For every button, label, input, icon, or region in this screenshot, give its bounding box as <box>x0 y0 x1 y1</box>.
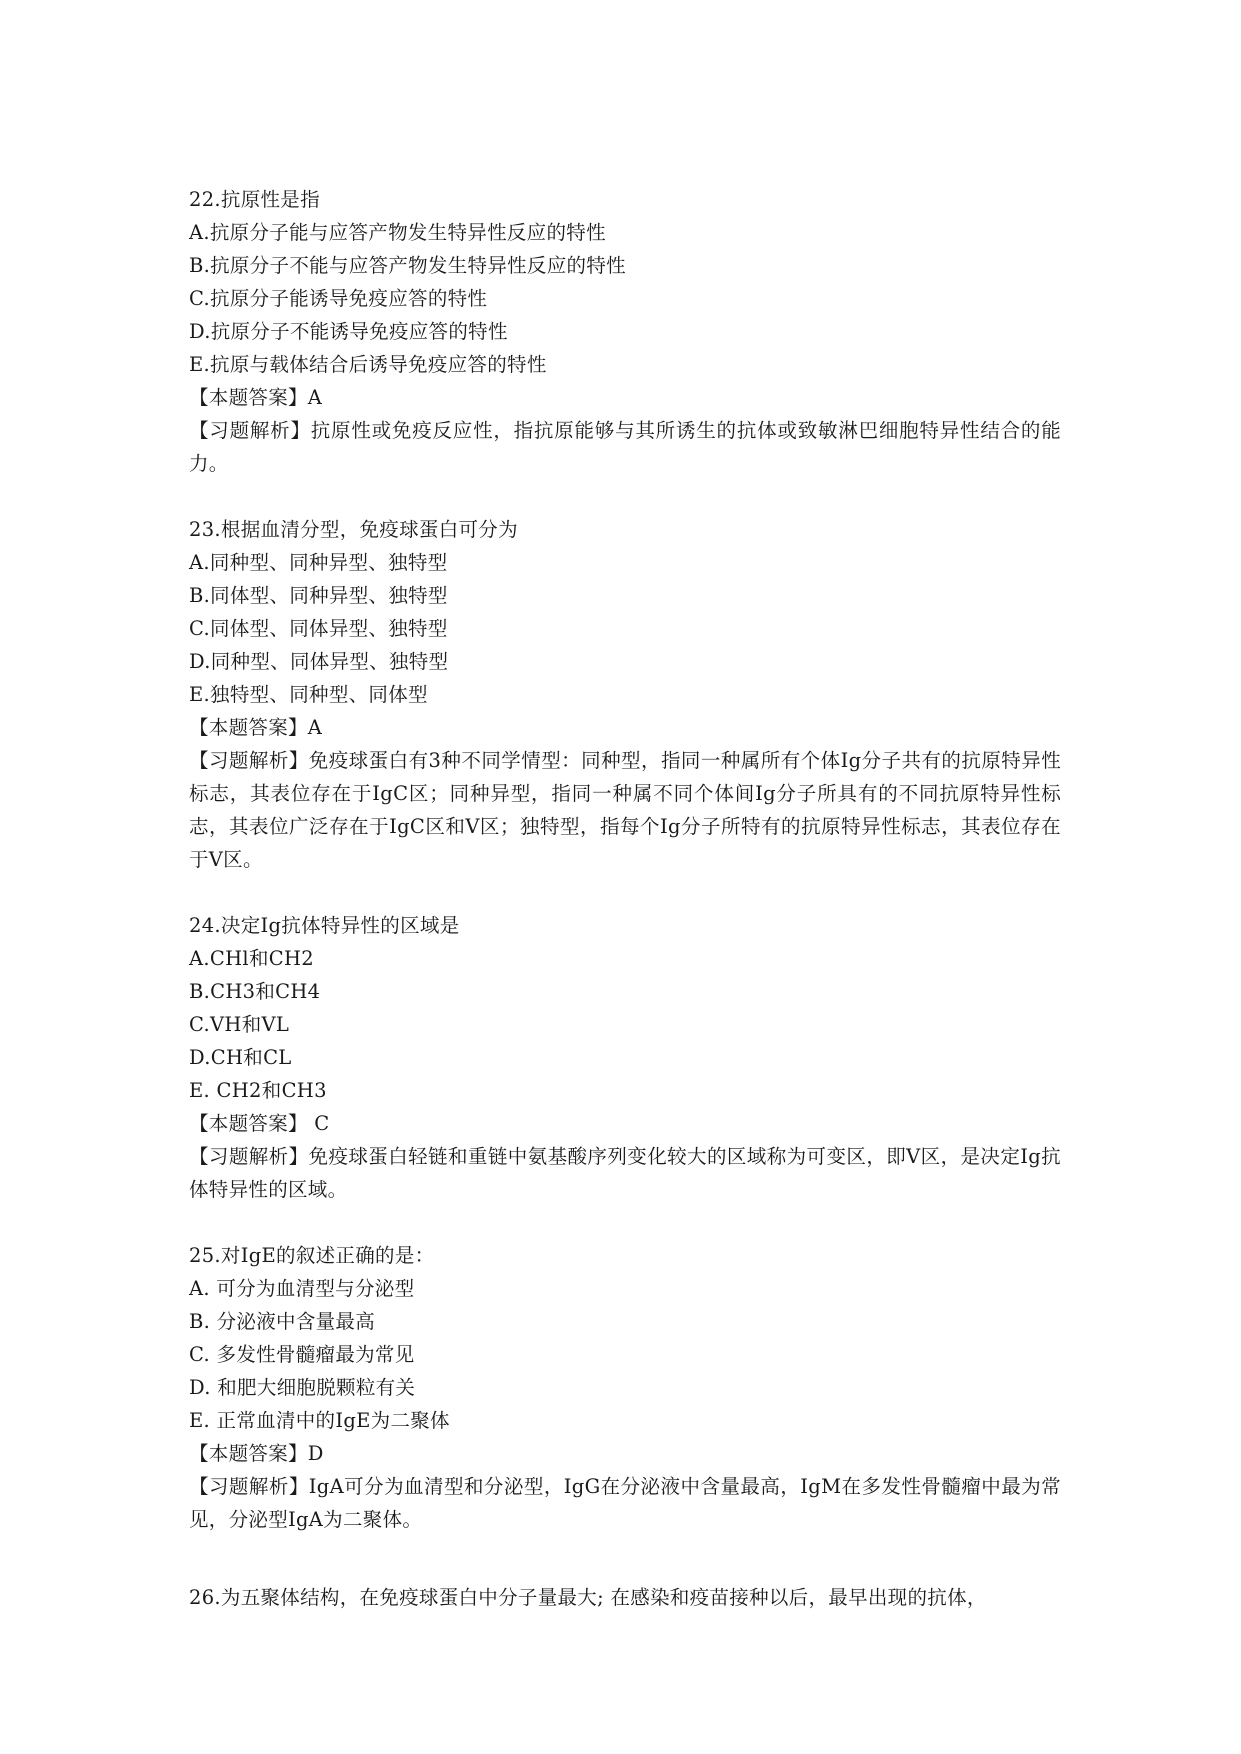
question-22 <box>189 183 1061 480</box>
spacer <box>189 1206 1061 1239</box>
analysis-paragraph: 【习题解析】免疫球蛋白轻链和重链中氨基酸序列变化较大的区域称为可变区，即V区，是决定Ig抗体特异性的区域。 <box>189 1145 1061 1201</box>
option-c: C. 多发性骨髓瘤最为常见 <box>189 1343 415 1366</box>
option-a: A.同种型、同种异型、独特型 <box>189 551 448 574</box>
option-a: A.CHl和CH2 <box>189 947 314 970</box>
option-b: B.CH3和CH4 <box>189 980 321 1003</box>
option-c: C.同体型、同体异型、独特型 <box>189 617 448 640</box>
question-25 <box>189 1239 1061 1536</box>
option-a: A.抗原分子能与应答产物发生特异性反应的特性 <box>189 221 606 244</box>
question-24 <box>189 909 1061 1206</box>
analysis-paragraph: 【习题解析】免疫球蛋白有3种不同学情型：同种型，指同一种属所有个体Ig分子共有的抗原特异性标志，其表位存在于IgC区；同种异型，指同一种属不同个体间Ig分子所具有的不同抗原特异性标志，其表位广泛存在于IgC区和V区；独特型，指每个Ig分子所特有的抗原特异性标志，其表位存在于V区。 <box>189 749 1061 871</box>
option-d: D. 和肥大细胞脱颗粒有关 <box>189 1376 416 1399</box>
option-d: D.CH和CL <box>189 1046 292 1069</box>
question-23 <box>189 513 1061 876</box>
option-e: E.独特型、同种型、同体型 <box>189 683 428 706</box>
question-stem: 22.抗原性是指 <box>189 188 320 211</box>
option-d: D.同种型、同体异型、独特型 <box>189 650 449 673</box>
question-stem: 26.为五聚体结构，在免疫球蛋白中分子量最大; 在感染和疫苗接种以后，最早出现的抗体， <box>189 1586 987 1609</box>
question-stem: 23.根据血清分型，免疫球蛋白可分为 <box>189 518 518 541</box>
answer-line: 【本题答案】 C <box>189 1112 330 1135</box>
option-e: E. CH2和CH3 <box>189 1079 327 1102</box>
option-e: E.抗原与载体结合后诱导免疫应答的特性 <box>189 353 547 376</box>
answer-line: 【本题答案】A <box>189 386 323 409</box>
question-stem: 24.决定Ig抗体特异性的区域是 <box>189 914 460 937</box>
spacer <box>189 1536 1061 1581</box>
option-e: E. 正常血清中的IgE为二聚体 <box>189 1409 450 1432</box>
answer-line: 【本题答案】D <box>189 1442 324 1465</box>
answer-line: 【本题答案】A <box>189 716 323 739</box>
option-b: B. 分泌液中含量最高 <box>189 1310 376 1333</box>
document-page <box>189 183 1061 1614</box>
option-c: C.抗原分子能诱导免疫应答的特性 <box>189 287 488 310</box>
option-b: B.同体型、同种异型、独特型 <box>189 584 448 607</box>
analysis-paragraph: 【习题解析】抗原性或免疫反应性，指抗原能够与其所诱生的抗体或致敏淋巴细胞特异性结合的能力。 <box>189 419 1061 475</box>
option-c: C.VH和VL <box>189 1013 290 1036</box>
option-a: A. 可分为血清型与分泌型 <box>189 1277 415 1300</box>
option-b: B.抗原分子不能与应答产物发生特异性反应的特性 <box>189 254 626 277</box>
spacer <box>189 480 1061 513</box>
spacer <box>189 876 1061 909</box>
analysis-paragraph: 【习题解析】IgA可分为血清型和分泌型，IgG在分泌液中含量最高，IgM在多发性骨髓瘤中最为常见，分泌型IgA为二聚体。 <box>189 1475 1061 1531</box>
question-26 <box>189 1581 1061 1614</box>
question-stem: 25.对IgE的叙述正确的是： <box>189 1244 435 1267</box>
option-d: D.抗原分子不能诱导免疫应答的特性 <box>189 320 508 343</box>
